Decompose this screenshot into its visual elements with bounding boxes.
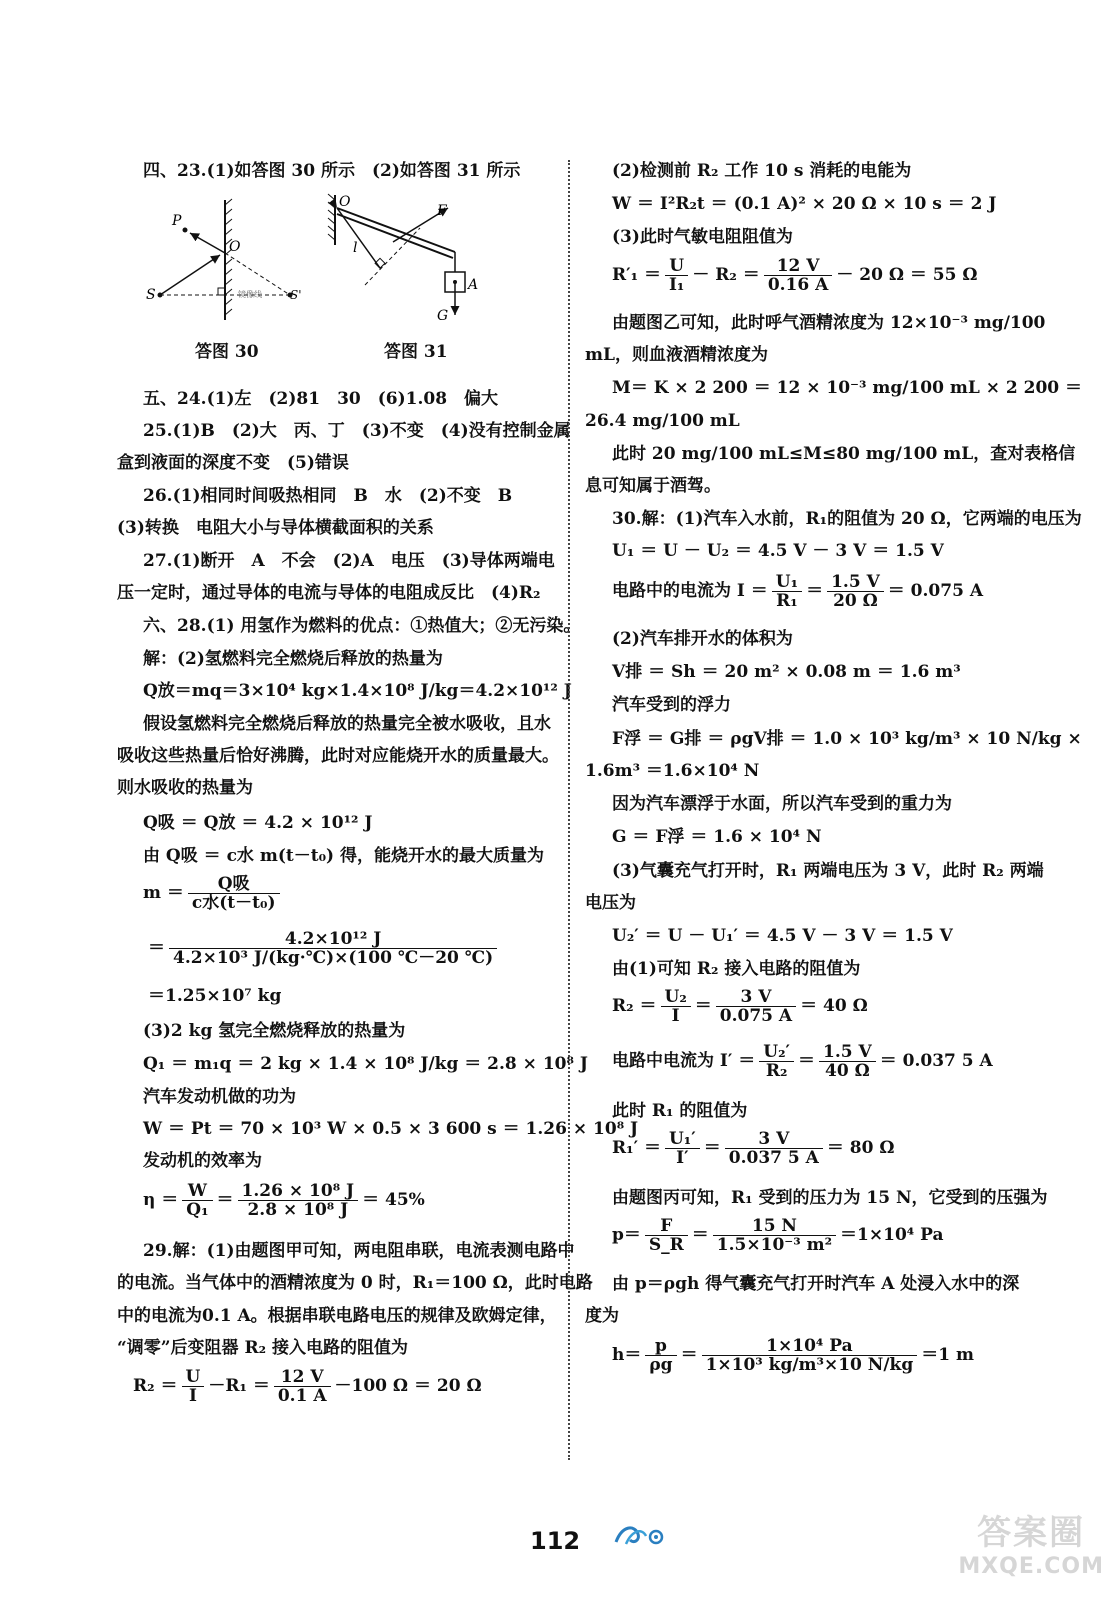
q28-line-7: Q吸 ＝ Q放 ＝ 4.2 × 10¹² J [143,813,373,833]
formula-lhs: h＝ [612,1345,642,1365]
q29-line-3: 中的电流为0.1 A。根据串联电路电压的规律及欧姆定律， [117,1306,557,1326]
r1-prime-b-formula: R₁′ ＝ $\frac{\text{U₁′}}{I'}$ ＝ $\frac{3 V}{0.037 5 A}$ ＝ 80 Ω [612,1129,895,1168]
fraction-numerator: 3 V [725,1130,823,1149]
fraction-numerator: 1.5 V [819,1043,876,1062]
watermark-line-1: 答案圈 [977,1513,1086,1553]
formula-lhs: 电路中的电流为 I ＝ [612,581,768,601]
arm-l-label: l [353,240,358,256]
mass-result: ＝1.25×10⁷ kg [148,986,282,1006]
fraction-denominator: I [671,1006,680,1026]
fraction-denominator: Q₁ [186,1200,209,1220]
watermark [958,1505,1104,1579]
fraction-numerator: U [182,1368,205,1387]
fraction-numerator: 3 V [716,988,796,1007]
formula-result: ＝ 0.037 5 A [879,1051,993,1071]
q28-line-2: 解：(2)氢燃料完全燃烧后释放的热量为 [143,649,443,669]
current-formula: 电路中的电流为 I ＝ $\frac{\text{U₁}}{\text{R₁}}$ ＝ $\frac{1.5 V}{20 \Omega}$ ＝ 0.075 A [612,572,984,611]
formula-middle: － R₂ ＝ [692,265,760,285]
watermark-line-2: MXQE.COM [958,1554,1104,1579]
fraction-denominator: ρg [649,1355,673,1375]
q25-line-1: 25.(1)B (2)大 丙、丁 (3)不变 (4)没有控制金属 [143,421,571,441]
fraction-denominator: 1×10³ kg/m³×10 N/kg [705,1355,914,1375]
r-line-26: 度为 [585,1306,619,1326]
r-line-6: M＝ K × 2 200 ＝ 12 × 10⁻³ mg/100 mL × 2 200 ＝ [612,378,1083,398]
pressure-formula: p＝ $\frac{F}{S\_R}$ ＝ $\frac{15 N}{\text{1.5×10⁻³ m²}}$ ＝1×10⁴ Pa [612,1216,944,1255]
q28-line-13: 发动机的效率为 [143,1151,262,1171]
fraction-numerator: 15 N [713,1217,836,1236]
q28-line-3: Q放＝mq＝3×10⁴ kg×1.4×10⁸ J/kg＝4.2×10¹² J [143,681,572,701]
column-divider [568,160,570,1460]
fraction-numerator: U₁′ [665,1130,700,1149]
fraction-denominator: 4.2×10³ J/(kg·℃)×(100 ℃－20 ℃) [173,948,494,968]
formula-lhs: η ＝ [143,1190,179,1210]
formula-lhs: R′₁ ＝ [612,265,661,285]
q25-line-2: 盒到液面的深度不变 (5)错误 [117,453,349,473]
fraction-denominator: R₂ [765,1061,788,1081]
gravity-g-label: G [437,308,449,324]
point-s-prime-label: S' [290,288,302,302]
formula-middle: －R₁ ＝ [208,1376,270,1396]
q28-line-1: 六、28.(1) 用氢作为燃料的优点：①热值大；②无污染。 [143,616,581,636]
q24-line: 五、24.(1)左 (2)81 30 (6)1.08 偏大 [143,389,499,409]
r2-formula [133,1368,482,1405]
r-line-4: 由题图乙可知，此时呼气酒精浓度为 12×10⁻³ mg/100 [612,313,1046,333]
formula-lhs: 电路中电流为 I′ ＝ [612,1051,756,1071]
efficiency-formula: η ＝ $\frac{W}{\text{Q₁}}$ ＝ $\frac{\text{1.26 × 10⁸ J}}{\text{2.8 × 10⁸ J}}$ ＝ 45% [143,1181,425,1220]
page-number: 112 [530,1527,581,1555]
r-line-5: mL，则血液酒精浓度为 [585,345,768,365]
fraction-numerator: 1.26 × 10⁸ J [238,1182,359,1201]
r-line-22: 由(1)可知 R₂ 接入电路的阻值为 [612,959,861,979]
r-line-15: F浮 ＝ G排 ＝ ρgV排 ＝ 1.0 × 10³ kg/m³ × 10 N/kg × [612,729,1082,749]
r-line-25: 由 p＝ρgh 得气囊充气打开时汽车 A 处浸入水中的深 [612,1274,1020,1294]
q27-line-2: 压一定时，通过导体的电流与导体的电阻成反比 (4)R₂ [117,583,541,603]
q28-line-10: Q₁ ＝ m₁q ＝ 2 kg × 1.4 × 10⁸ J/kg ＝ 2.8 × 10⁸ J [143,1054,588,1074]
q28-line-8: 由 Q吸 ＝ c水 m(t－t₀) 得，能烧开水的最大质量为 [143,846,544,866]
r-line-2: W ＝ I²R₂t ＝ (0.1 A)² × 20 Ω × 10 s ＝ 2 J [612,194,997,214]
formula-result: ＝ 40 Ω [800,996,868,1016]
fraction-denominator: I₁ [668,275,685,295]
formula-lhs: m ＝ [143,883,184,903]
formula-lhs: p＝ [612,1225,641,1245]
q28-line-11: 汽车发动机做的功为 [143,1087,296,1107]
current-prime-formula: 电路中电流为 I′ ＝ $\frac{\text{U₂′}}{\text{R₂}}$ ＝ $\frac{1.5 V}{40 \Omega}$ ＝ 0.037 5 A [612,1042,993,1081]
r-line-13: V排 ＝ Sh ＝ 20 m² × 0.08 m ＝ 1.6 m³ [612,662,961,682]
q28-line-4: 假设氢燃料完全燃烧后释放的热量完全被水吸收，且水 [143,714,551,734]
point-s-label: S [146,287,156,303]
q28-line-5: 吸收这些热量后恰好沸腾，此时对应能烧开水的质量最大。 [117,746,559,766]
r-line-17: 因为汽车漂浮于水面，所以汽车受到的重力为 [612,794,952,814]
fraction-numerator: U [665,257,688,276]
q26-line-2: (3)转换 电阻大小与导体横截面积的关系 [117,518,434,538]
formula-result: ＝1 m [921,1345,974,1365]
fraction-numerator: U₂′ [759,1043,794,1062]
formula-result: ＝ 45% [362,1190,425,1210]
fraction-numerator: U₁ [772,573,802,592]
formula-result: ＝ 80 Ω [826,1138,895,1158]
r-line-24: 由题图丙可知，R₁ 受到的压力为 15 N，它受到的压强为 [612,1188,1048,1208]
figure-30-caption: 答图 30 [195,342,259,362]
r-line-8: 此时 20 mg/100 mL≤M≤80 mg/100 mL，查对表格信 [612,444,1076,464]
r-line-9: 息可知属于酒驾。 [585,476,721,496]
r-line-3: (3)此时气敏电阻阻值为 [612,227,793,247]
r1-prime-formula [612,257,978,294]
formula-lhs: R₁′ ＝ [612,1138,661,1158]
fraction-numerator: W [182,1182,212,1201]
point-o-label: O [229,239,241,255]
q26-line-1: 26.(1)相同时间吸热相同 B 水 (2)不变 B [143,486,513,506]
fraction-denominator: R₁ [776,591,798,611]
fraction-numerator: 1.5 V [827,573,884,592]
fraction-denominator: 20 Ω [833,591,878,611]
q29-line-1: 29.解：(1)由题图甲可知，两电阻串联，电流表测电路中 [143,1241,575,1261]
depth-formula: h＝ $\frac{p}{\rho g}$ ＝ $\frac{\text{1×10⁴ Pa}}{\text{1×10³ kg/m³×10 N/kg}}$ ＝1 m [612,1336,974,1375]
r-line-21: U₂′ ＝ U － U₁′ ＝ 4.5 V － 3 V ＝ 1.5 V [612,926,953,946]
fraction-denominator: 1.5×10⁻³ m² [716,1235,833,1255]
formula-result: ＝ 0.075 A [887,581,984,601]
fraction-denominator: 0.037 5 A [728,1148,819,1168]
mirror-note-label: 镜像线 [238,290,262,299]
fraction-numerator: 12 V [274,1368,331,1387]
fraction-denominator: 40 Ω [825,1061,870,1081]
point-p-label: P [172,213,182,229]
fraction-denominator: 0.1 A [277,1386,327,1406]
fraction-denominator: 2.8 × 10⁸ J [247,1200,349,1220]
swirl-bird-logo-icon [612,1520,672,1548]
fraction-numerator: U₂ [661,988,691,1007]
r-line-23: 此时 R₁ 的阻值为 [612,1101,748,1121]
formula-lhs: R₂ ＝ [133,1376,178,1396]
r-line-19: (3)气囊充气打开时，R₁ 两端电压为 3 V，此时 R₂ 两端 [612,861,1044,881]
q29-line-2: 的电流。当气体中的酒精浓度为 0 时，R₁＝100 Ω，此时电路 [117,1273,593,1293]
mass-formula-2 [148,930,501,967]
q29-line-4: “调零”后变阻器 R₂ 接入电路的阻值为 [117,1338,408,1358]
r2-b-formula: R₂ ＝ $\frac{\text{U₂}}{I}$ ＝ $\frac{3 V}{0.075 A}$ ＝ 40 Ω [612,987,868,1026]
formula-lhs: ＝ [148,938,165,958]
figure-31-caption: 答图 31 [384,342,448,362]
r-line-7: 26.4 mg/100 mL [585,411,740,431]
point-o-label: O [339,194,351,210]
fraction-numerator: 4.2×10¹² J [169,930,497,949]
mass-formula [143,875,284,912]
formula-result: ＝1×10⁴ Pa [840,1225,944,1245]
figure-31-diagram [325,190,485,330]
fraction-denominator: 0.16 A [767,275,829,295]
q28-line-6: 则水吸收的热量为 [117,778,253,798]
r-line-12: (2)汽车排开水的体积为 [612,629,793,649]
fraction-numerator: p [645,1337,676,1356]
fraction-numerator: 1×10⁴ Pa [702,1337,918,1356]
fraction-denominator: I′ [676,1148,689,1168]
point-a-label: A [468,277,479,293]
r-line-16: 1.6m³ ＝1.6×10⁴ N [585,761,760,781]
formula-result: － 20 Ω ＝ 55 Ω [836,265,978,285]
formula-lhs: R₂ ＝ [612,996,657,1016]
q27-line-1: 27.(1)断开 A 不会 (2)A 电压 (3)导体两端电 [143,551,555,571]
fraction-denominator: c水(t－t₀) [191,893,276,913]
fraction-numerator: F [645,1217,688,1236]
fraction-denominator: I [188,1386,197,1406]
r-line-18: G ＝ F浮 ＝ 1.6 × 10⁴ N [612,827,822,847]
fraction-numerator: 12 V [764,257,833,276]
r-line-20: 电压为 [585,893,636,913]
force-f-label: F [437,203,447,219]
fraction-denominator: S_R [648,1235,684,1255]
formula-result: －100 Ω ＝ 20 Ω [334,1376,482,1396]
fraction-numerator: Q吸 [188,875,280,894]
r-line-1: (2)检测前 R₂ 工作 10 s 消耗的电能为 [612,161,912,181]
r-line-11: U₁ ＝ U － U₂ ＝ 4.5 V － 3 V ＝ 1.5 V [612,541,944,561]
figure-30-diagram [140,195,320,330]
r-line-14: 汽车受到的浮力 [612,695,731,715]
r-line-10: 30.解：(1)汽车入水前，R₁的阻值为 20 Ω，它两端的电压为 [612,509,1082,529]
q23-line: 四、23.(1)如答图 30 所示 (2)如答图 31 所示 [143,161,521,181]
q28-line-9: (3)2 kg 氢完全燃烧释放的热量为 [143,1021,406,1041]
q28-line-12: W ＝ Pt ＝ 70 × 10³ W × 0.5 × 3 600 s ＝ 1.26 × 10⁸ J [143,1119,639,1139]
fraction-denominator: 0.075 A [719,1006,793,1026]
